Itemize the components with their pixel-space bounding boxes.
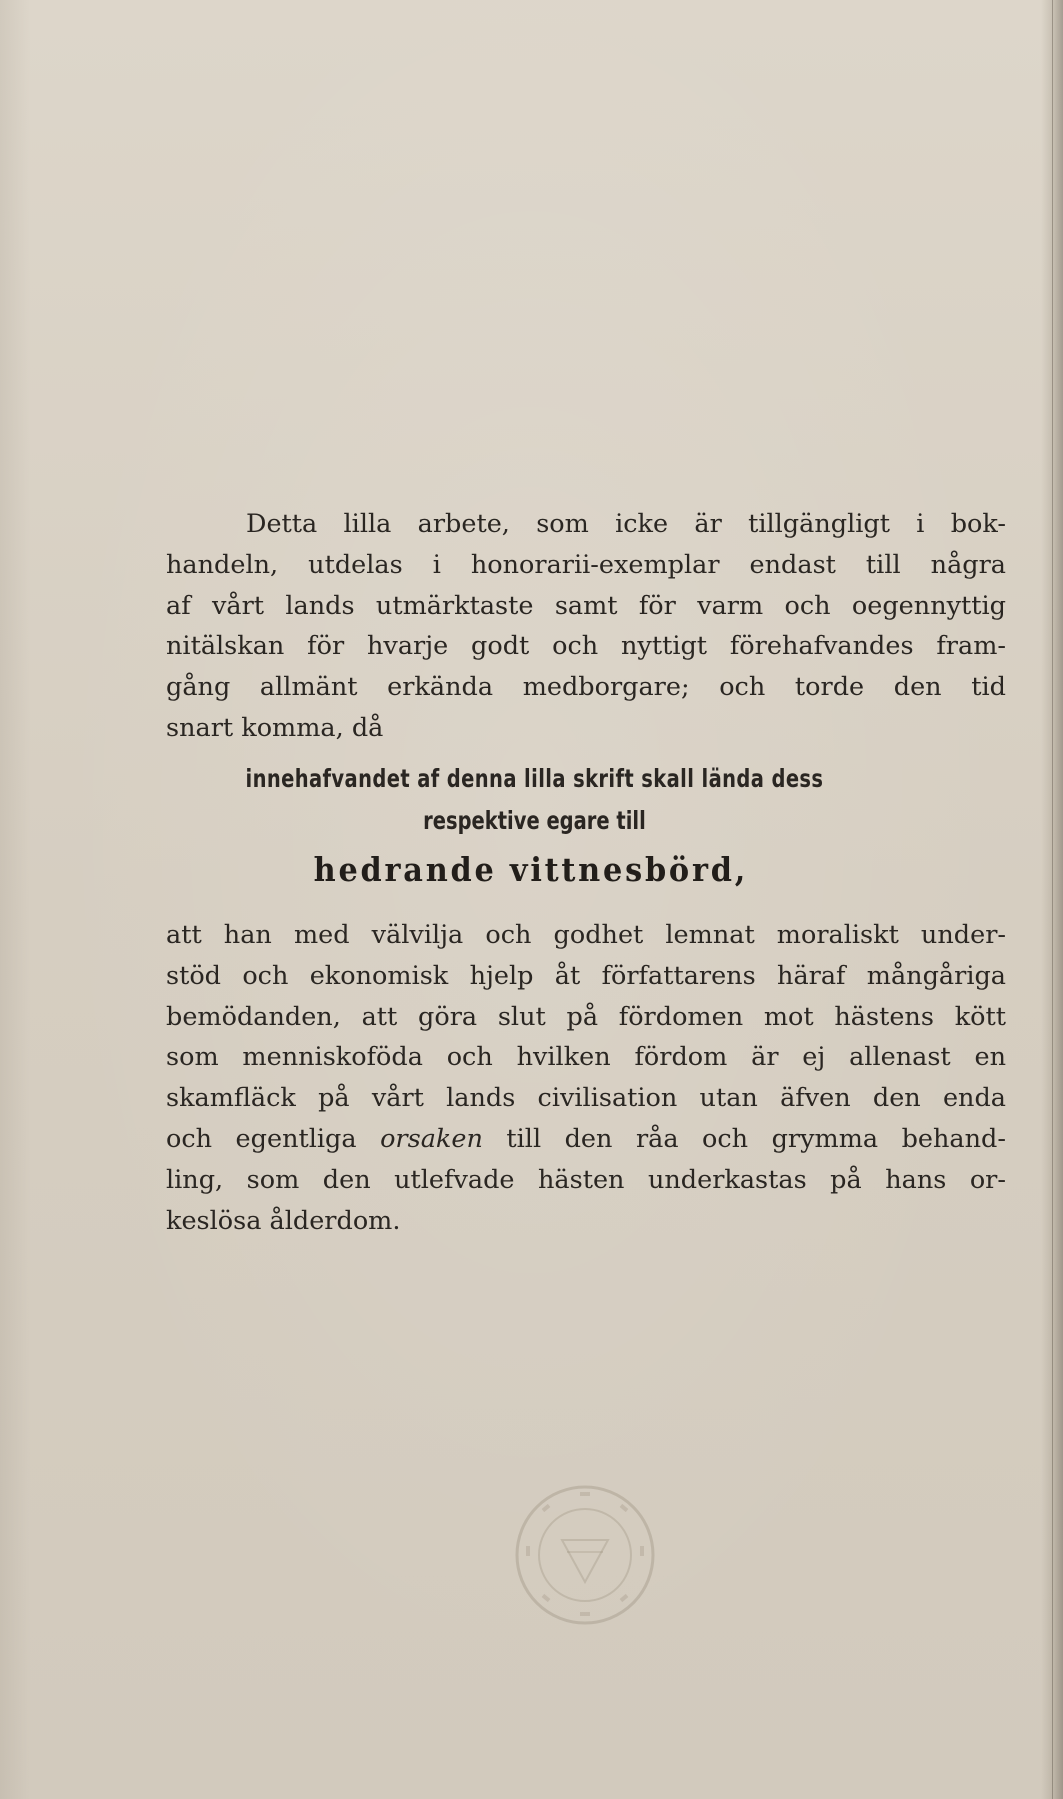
text-line: keslösa ålderdom.	[166, 1205, 401, 1236]
text-line: ling, som den utlefvade hästen underkastas på hans or-	[166, 1164, 1006, 1195]
text-segment: och egentliga	[166, 1123, 381, 1154]
centered-line-2: respektive egare till	[423, 806, 646, 835]
text-line: af vårt lands utmärktaste samt för varm och oegennyttig	[166, 590, 1006, 621]
text-line: skamfläck på vårt lands civilisation utan äfven den enda	[166, 1083, 1006, 1114]
text-line: bemödanden, att göra slut på fördomen mot hästens kött	[166, 1001, 1006, 1032]
page-left-shadow	[0, 0, 30, 1799]
text-line-with-italic	[166, 1119, 1006, 1160]
text-line: nitälskan för hvarje godt och nyttigt förehafvandes fram-	[166, 631, 1006, 662]
text-line: gång allmänt erkända medborgare; och torde den tid	[166, 672, 1006, 703]
text-segment: till den råa och grymma behand-	[482, 1123, 1006, 1154]
text-line: som menniskoföda och hvilken fördom är ej allenast en	[166, 1042, 1006, 1073]
text-line: Detta lilla arbete, som icke är tillgängligt i bok-	[246, 509, 1006, 539]
text-line: stöd och ekonomisk hjelp åt författarens häraf mångåriga	[166, 960, 1006, 991]
italic-word: orsaken	[380, 1123, 483, 1154]
paragraph-main	[166, 915, 1006, 1241]
centered-line-1: innehafvandet af denna lilla skrift skall lända dess	[245, 764, 824, 793]
paragraph-intro	[166, 504, 1006, 749]
text-line: att han med välvilja och godhet lemnat moraliskt under-	[166, 920, 1006, 950]
centered-heading: hedrande vittnesbörd,	[313, 850, 749, 889]
text-line: handeln, utdelas i honorarii-exemplar endast till några	[166, 549, 1006, 580]
text-line: snart komma, då	[166, 712, 384, 743]
page-fold-line	[1052, 0, 1053, 1799]
library-stamp-icon	[512, 1482, 658, 1628]
